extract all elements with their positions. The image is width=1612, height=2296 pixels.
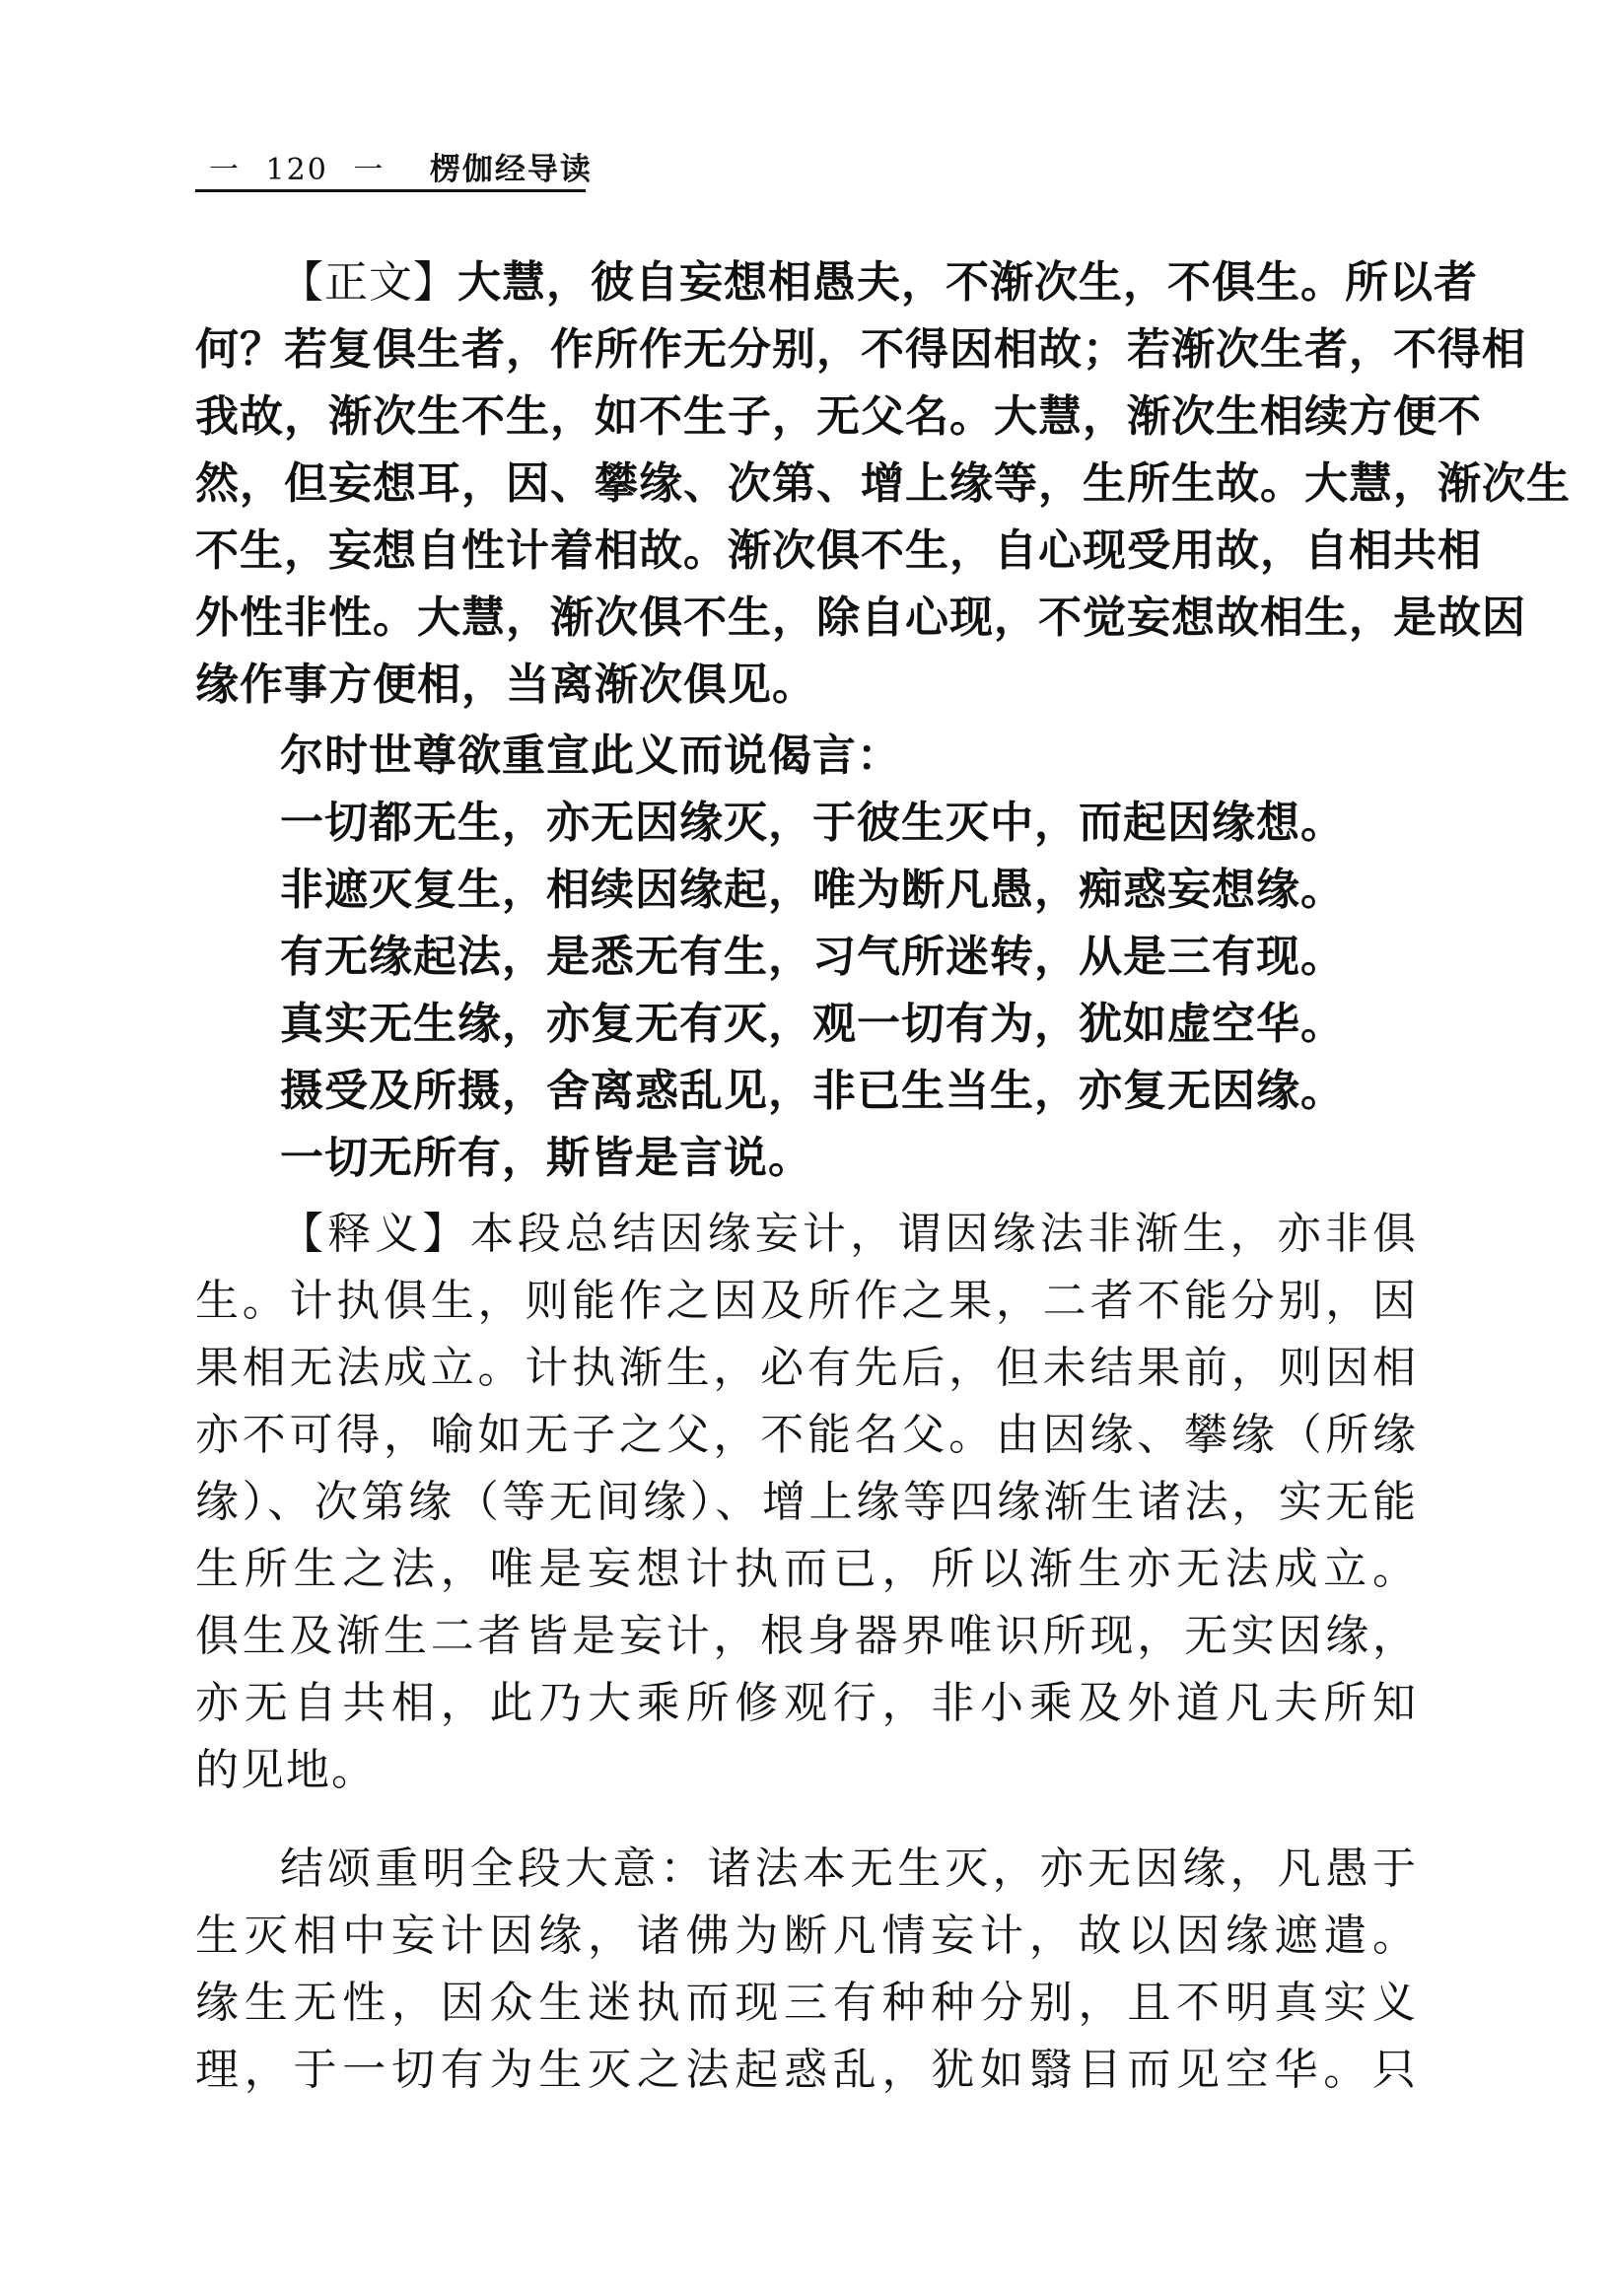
header-dash-left: 一 <box>209 153 241 187</box>
main-text-line: 外性非性。大慧，渐次俱不生，除自心现，不觉妄想故相生，是故因 <box>195 592 1526 643</box>
commentary-line: 【释义】本段总结因缘妄计，谓因缘法非渐生，亦非俱 <box>280 1209 1419 1259</box>
book-title: 楞伽经导读 <box>429 152 593 187</box>
main-text-line: 【正文】大慧，彼自妄想相愚夫，不渐次生，不俱生。所以者 <box>280 257 1478 308</box>
verse-line: 摄受及所摄，舍离惑乱见，非已生当生，亦复无因缘。 <box>280 1066 1345 1116</box>
main-text-section <box>195 249 1571 719</box>
summary-line: 生灭相中妄计因缘，诸佛为断凡情妄计，故以因缘遮遣。 <box>195 1911 1418 1961</box>
main-text-line: 何？若复俱生者，作所作无分别，不得因相故；若渐次生者，不得相 <box>195 324 1526 375</box>
header-dash-right: 一 <box>353 153 385 187</box>
verse-line: 非遮灭复生，相续因缘起，唯为断凡愚，痴惑妄想缘。 <box>280 865 1345 915</box>
main-text-line: 然，但妄想耳，因、攀缘、次第、增上缘等，生所生故。大慧，渐次生 <box>195 458 1571 509</box>
summary-line: 结颂重明全段大意：诸法本无生灭，亦无因缘，凡愚于 <box>280 1844 1418 1894</box>
verse-section <box>195 723 1418 1192</box>
commentary-line: 俱生及渐生二者皆是妄计，根身器界唯识所现，无实因缘， <box>195 1611 1418 1661</box>
commentary-line: 缘）、次第缘（等无间缘）、增上缘等四缘渐生诸法，实无能 <box>195 1477 1418 1527</box>
main-text-line: 不生，妄想自性计着相故。渐次俱不生，自心现受用故，自相共相 <box>195 525 1482 576</box>
verse-line: 真实无生缘，亦复无有灭，观一切有为，犹如虚空华。 <box>280 999 1345 1049</box>
section-marker-commentary: 【释义】 <box>280 1209 470 1259</box>
commentary-line: 亦不可得，喻如无子之父，不能名父。由因缘、攀缘（所缘 <box>195 1410 1418 1460</box>
page-number: 120 <box>265 153 328 187</box>
commentary-line: 的见地。 <box>195 1745 377 1795</box>
verse-line: 一切都无生，亦无因缘灭，于彼生灭中，而起因缘想。 <box>280 798 1345 848</box>
commentary-line: 果相无法成立。计执渐生，必有先后，但未结果前，则因相 <box>195 1343 1418 1393</box>
header-rule <box>195 189 586 192</box>
commentary-section <box>195 1201 1418 1804</box>
main-text-line: 缘作事方便相，当离渐次俱见。 <box>195 660 816 710</box>
commentary-line: 生所生之法，唯是妄想计执而已，所以渐生亦无法成立。 <box>195 1544 1418 1594</box>
verse-intro: 尔时世尊欲重宣此义而说偈言： <box>280 731 901 781</box>
section-marker-main: 【正文】 <box>280 257 457 308</box>
summary-line: 缘生无性，因众生迷执而现三有种种分别，且不明真实义 <box>195 1978 1418 2028</box>
running-header <box>195 144 1408 185</box>
commentary-line: 亦无自共相，此乃大乘所修观行，非小乘及外道凡夫所知 <box>195 1678 1418 1728</box>
commentary-line: 生。计执俱生，则能作之因及所作之果，二者不能分别，因 <box>195 1276 1418 1326</box>
verse-line: 有无缘起法，是悉无有生，习气所迷转，从是三有现。 <box>280 932 1345 982</box>
verse-line: 一切无所有，斯皆是言说。 <box>280 1133 812 1183</box>
summary-line: 理，于一切有为生灭之法起惑乱，犹如翳目而见空华。只 <box>195 2045 1418 2095</box>
summary-section <box>195 1836 1418 2104</box>
main-text-line: 我故，渐次生不生，如不生子，无父名。大慧，渐次生相续方便不 <box>195 391 1482 442</box>
